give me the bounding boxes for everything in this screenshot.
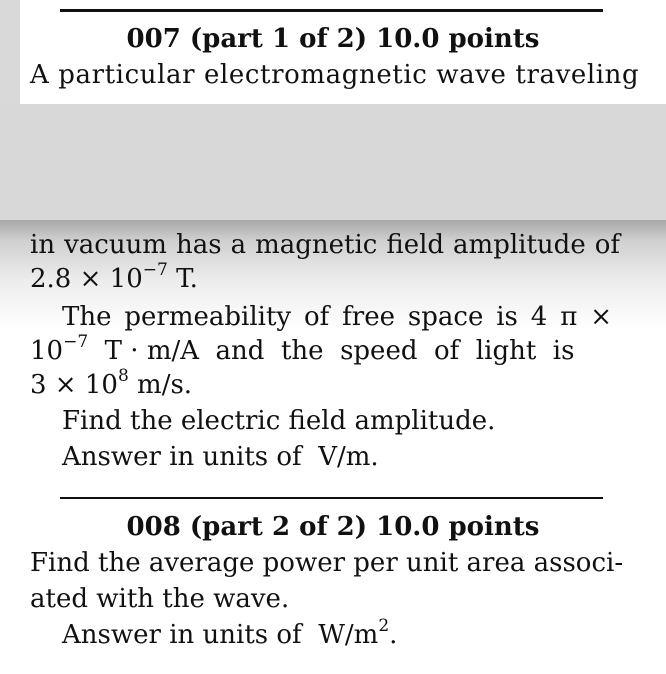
question-7-header: 007 (part 1 of 2) 10.0 points: [126, 24, 540, 54]
permeability-exponent: −7: [63, 332, 89, 352]
question-8-body-line-1: Find the average power per unit area associ-: [30, 548, 624, 578]
speed-of-light-exponent: 8: [117, 366, 129, 386]
speed-of-light-base: 3 × 10: [30, 370, 118, 400]
magnetic-field-base: 2.8 × 10: [30, 264, 143, 294]
question-8-body-line-2: ated with the wave.: [30, 584, 290, 614]
question-8-header: 008 (part 2 of 2) 10.0 points: [126, 512, 540, 542]
magnetic-field-amplitude: [30, 262, 198, 296]
answer-units-end: .: [389, 620, 398, 650]
permeability-base: 10: [30, 336, 64, 366]
question-8-answer-units: [62, 618, 397, 652]
question-separator-rule-2: [60, 497, 603, 499]
permeability-rest: T · m/A and the speed of light is: [88, 336, 575, 366]
permeability-value-line: [30, 334, 574, 368]
magnetic-field-exponent: −7: [142, 260, 168, 280]
question-separator-rule: [60, 9, 603, 12]
magnetic-field-unit: T.: [167, 264, 198, 294]
page-gap: [0, 104, 666, 220]
question-7-answer-units: Answer in units of V/m.: [62, 442, 379, 472]
answer-units-base: Answer in units of W/m: [62, 620, 379, 650]
answer-units-exponent: 2: [378, 616, 390, 636]
speed-of-light-value: [30, 368, 192, 402]
question-7-intro-line: A particular electromagnetic wave traveling: [30, 60, 640, 90]
question-7-body-line-1: in vacuum has a magnetic field amplitude of: [30, 230, 620, 260]
permeability-line: The permeability of free space is 4 π ×: [62, 302, 612, 332]
question-7-task: Find the electric field amplitude.: [62, 406, 496, 436]
speed-of-light-unit: m/s.: [128, 370, 193, 400]
